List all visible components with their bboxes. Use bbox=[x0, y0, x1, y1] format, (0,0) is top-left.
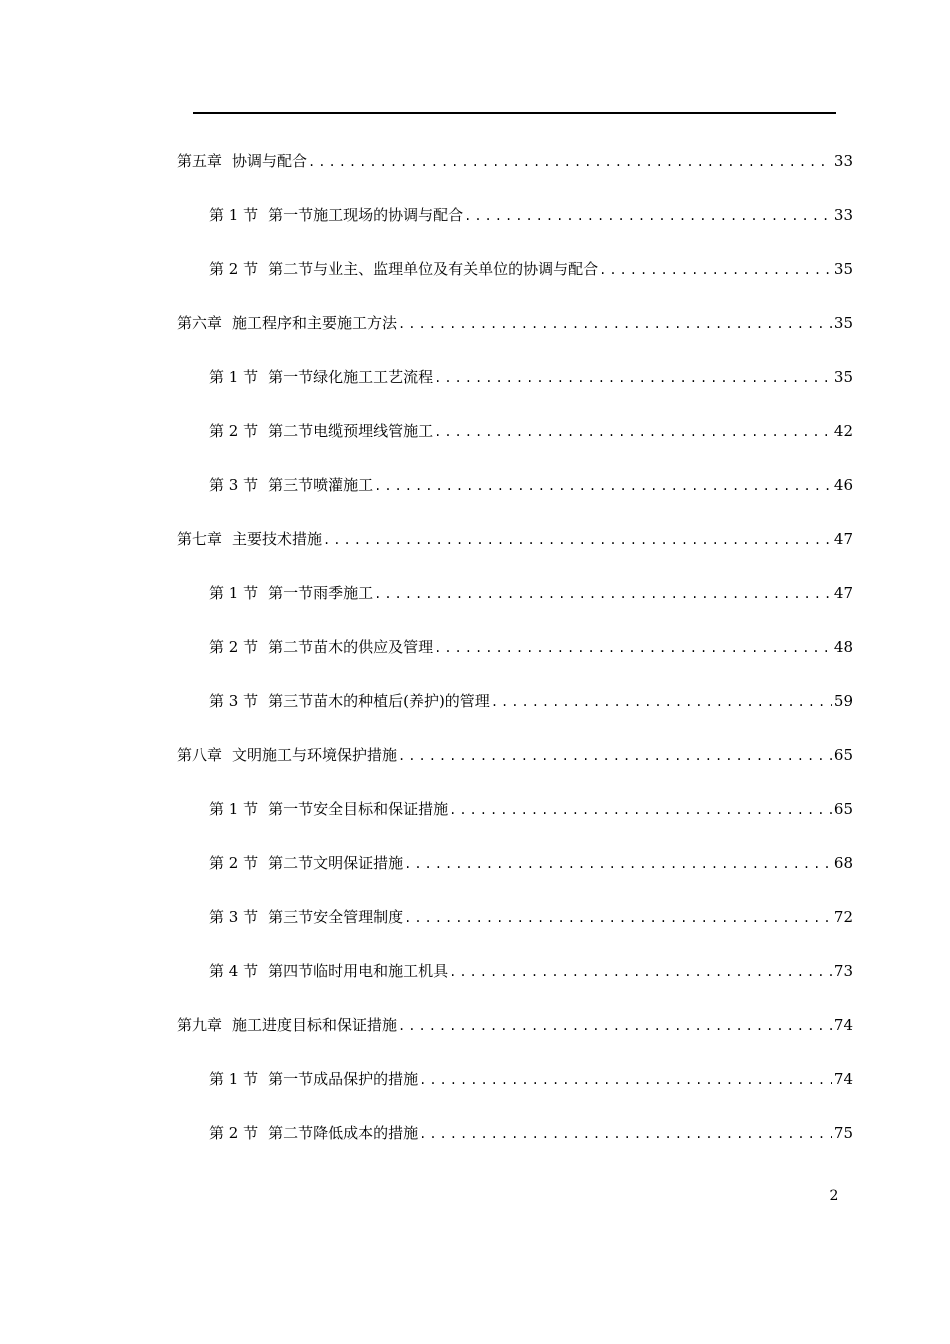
dot-leader bbox=[434, 368, 832, 388]
toc-entry-chapter[interactable] bbox=[177, 1015, 853, 1035]
dot-leader bbox=[419, 1070, 832, 1090]
toc-entry-page: 75 bbox=[833, 1124, 853, 1142]
dot-leader bbox=[404, 854, 832, 874]
toc-entry-title: 第一节绿化施工工艺流程 bbox=[268, 368, 434, 386]
toc-entry-page: 65 bbox=[833, 800, 853, 818]
toc-entry-page: 42 bbox=[833, 422, 853, 440]
dot-leader bbox=[449, 800, 832, 820]
toc-entry-section[interactable] bbox=[209, 421, 853, 441]
toc-entry-section[interactable] bbox=[209, 637, 853, 657]
dot-leader bbox=[398, 314, 832, 334]
toc-entry-page: 68 bbox=[833, 854, 853, 872]
dot-leader bbox=[308, 152, 832, 172]
toc-entry-section[interactable] bbox=[209, 367, 853, 387]
toc-entry-title: 第三节安全管理制度 bbox=[268, 908, 404, 926]
toc-entry-section[interactable] bbox=[209, 961, 853, 981]
toc-entry-title: 第三节苗木的种植后(养护)的管理 bbox=[268, 692, 490, 710]
toc-entry-page: 35 bbox=[833, 260, 853, 278]
dot-leader bbox=[434, 422, 832, 442]
toc-entry-page: 35 bbox=[833, 368, 853, 386]
dot-leader bbox=[374, 584, 832, 604]
toc-entry-section[interactable] bbox=[209, 799, 853, 819]
dot-leader bbox=[491, 692, 832, 712]
toc-entry-number: 第 1 节 bbox=[209, 368, 259, 386]
toc-entry-number: 第 3 节 bbox=[209, 692, 259, 710]
toc-entry-number: 第六章 bbox=[177, 314, 223, 332]
toc-entry-title: 第一节雨季施工 bbox=[268, 584, 374, 602]
toc-entry-title: 施工进度目标和保证措施 bbox=[232, 1016, 398, 1034]
toc-entry-page: 74 bbox=[833, 1016, 853, 1034]
toc-entry-page: 33 bbox=[833, 152, 853, 170]
toc-entry-number: 第 1 节 bbox=[209, 206, 259, 224]
toc-entry-section[interactable] bbox=[209, 475, 853, 495]
toc-entry-title: 第二节文明保证措施 bbox=[268, 854, 404, 872]
toc-entry-section[interactable] bbox=[209, 205, 853, 225]
toc-entry-number: 第 3 节 bbox=[209, 908, 259, 926]
toc-entry-page: 74 bbox=[833, 1070, 853, 1088]
toc-entry-page: 47 bbox=[833, 584, 853, 602]
toc-entry-section[interactable] bbox=[209, 583, 853, 603]
toc-entry-number: 第 2 节 bbox=[209, 854, 259, 872]
dot-leader bbox=[464, 206, 832, 226]
toc-entry-section[interactable] bbox=[209, 691, 853, 711]
toc-entry-chapter[interactable] bbox=[177, 745, 853, 765]
toc-entry-section[interactable] bbox=[209, 907, 853, 927]
toc-entry-section[interactable] bbox=[209, 259, 853, 279]
toc-entry-title: 第一节安全目标和保证措施 bbox=[268, 800, 449, 818]
toc-entry-title: 第二节与业主、监理单位及有关单位的协调与配合 bbox=[268, 260, 599, 278]
dot-leader bbox=[398, 746, 832, 766]
dot-leader bbox=[434, 638, 832, 658]
toc-entry-number: 第 2 节 bbox=[209, 260, 259, 278]
toc-entry-section[interactable] bbox=[209, 1123, 853, 1143]
toc-entry-title: 文明施工与环境保护措施 bbox=[232, 746, 398, 764]
toc-entry-page: 65 bbox=[833, 746, 853, 764]
toc-entry-title: 第一节成品保护的措施 bbox=[268, 1070, 419, 1088]
toc-entry-number: 第 2 节 bbox=[209, 1124, 259, 1142]
toc-entry-chapter[interactable] bbox=[177, 529, 853, 549]
dot-leader bbox=[449, 962, 832, 982]
dot-leader bbox=[404, 908, 832, 928]
toc-entry-number: 第 2 节 bbox=[209, 638, 259, 656]
dot-leader bbox=[398, 1016, 832, 1036]
toc-entry-page: 46 bbox=[833, 476, 853, 494]
toc-entry-page: 72 bbox=[833, 908, 853, 926]
toc-entry-number: 第 1 节 bbox=[209, 800, 259, 818]
toc-entry-page: 35 bbox=[833, 314, 853, 332]
toc-entry-title: 第一节施工现场的协调与配合 bbox=[268, 206, 464, 224]
toc-entry-number: 第 2 节 bbox=[209, 422, 259, 440]
toc-entry-number: 第 4 节 bbox=[209, 962, 259, 980]
toc-entry-title: 第二节苗木的供应及管理 bbox=[268, 638, 434, 656]
toc-entry-page: 73 bbox=[833, 962, 853, 980]
toc-entry-title: 施工程序和主要施工方法 bbox=[232, 314, 398, 332]
toc-entry-page: 47 bbox=[833, 530, 853, 548]
dot-leader bbox=[419, 1124, 832, 1144]
dot-leader bbox=[599, 260, 832, 280]
toc-entry-title: 第四节临时用电和施工机具 bbox=[268, 962, 449, 980]
toc-entry-number: 第九章 bbox=[177, 1016, 223, 1034]
dot-leader bbox=[374, 476, 832, 496]
toc-entry-number: 第八章 bbox=[177, 746, 223, 764]
dot-leader bbox=[323, 530, 832, 550]
toc-entry-title: 协调与配合 bbox=[232, 152, 308, 170]
toc-entry-number: 第七章 bbox=[177, 530, 223, 548]
toc-entry-page: 33 bbox=[833, 206, 853, 224]
toc-entry-number: 第 1 节 bbox=[209, 1070, 259, 1088]
toc-entry-section[interactable] bbox=[209, 1069, 853, 1089]
toc-entry-page: 59 bbox=[833, 692, 853, 710]
toc-entry-chapter[interactable] bbox=[177, 313, 853, 333]
toc-entry-page: 48 bbox=[833, 638, 853, 656]
toc-entry-number: 第五章 bbox=[177, 152, 223, 170]
toc-entry-number: 第 3 节 bbox=[209, 476, 259, 494]
toc-entry-chapter[interactable] bbox=[177, 151, 853, 171]
toc-entry-title: 第二节降低成本的措施 bbox=[268, 1124, 419, 1142]
toc-entry-section[interactable] bbox=[209, 853, 853, 873]
page-number: 2 bbox=[829, 1188, 839, 1204]
toc-entry-number: 第 1 节 bbox=[209, 584, 259, 602]
toc-entry-title: 主要技术措施 bbox=[232, 530, 323, 548]
toc-entry-title: 第二节电缆预埋线管施工 bbox=[268, 422, 434, 440]
toc-entry-title: 第三节喷灌施工 bbox=[268, 476, 374, 494]
